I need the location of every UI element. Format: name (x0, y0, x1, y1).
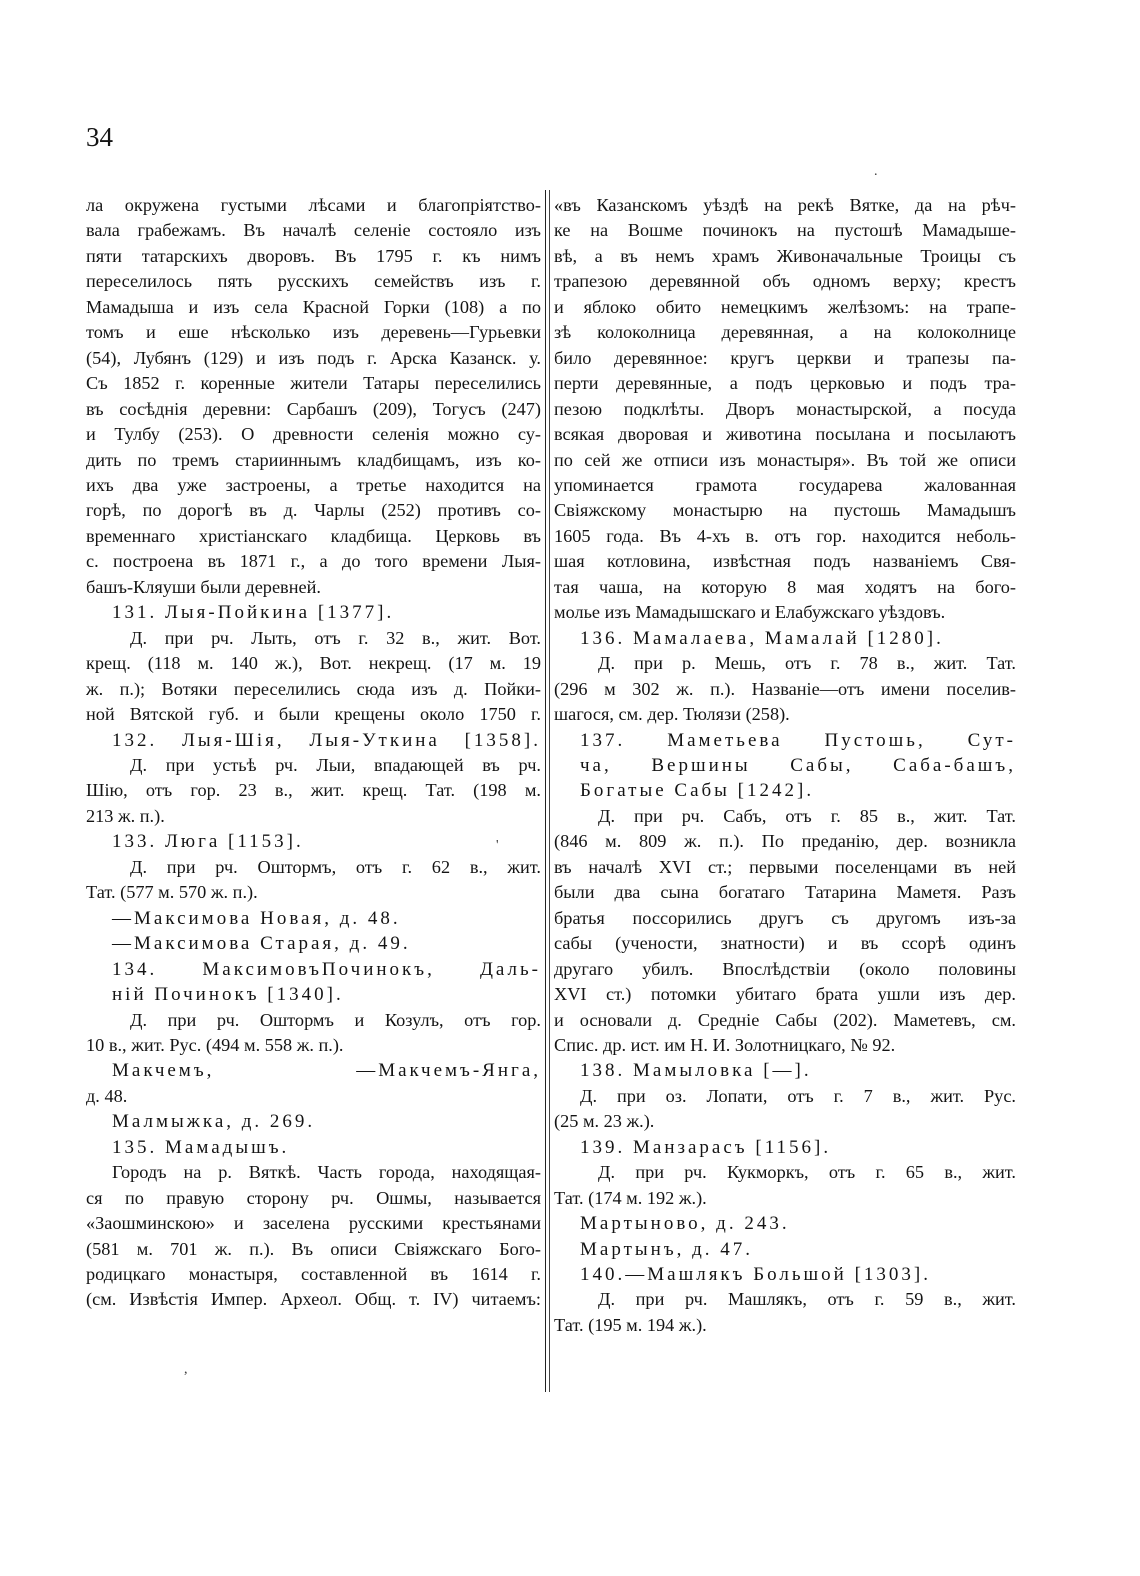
text-line: 10 в., жит. Рус. (494 м. 558 ж. п.). (86, 1034, 344, 1055)
text-line: всякая дворовая и животина посылана и посылаютъ (554, 424, 1016, 445)
text-line: въ началѣ XVI ст.; первыми поселенцами въ ней (554, 856, 1016, 877)
text-line: (54), Лубянъ (129) и изъ подъ г. Арска Казанск. у. (86, 347, 541, 368)
text-line: с. построена въ 1871 г., а до того времени Лыя- (86, 551, 541, 572)
text-line: Мамадыша и изъ села Красной Горки (108) а по (86, 296, 541, 317)
text-line: по сей же отписи изъ монастыря». Въ той же описи (554, 449, 1016, 470)
text-line: крещ. (118 м. 140 ж.), Вот. некрещ. (17 м. 19 (86, 653, 541, 674)
entry-heading: 138. Мамыловка [—]. (580, 1060, 812, 1082)
entry-heading: —Максимова Старая, д. 49. (112, 933, 411, 955)
entry-heading: Малмыжка, д. 269. (112, 1111, 316, 1133)
text-line: и яблоко обито немецкимъ желѣзомъ: на трапе- (554, 296, 1016, 317)
text-line: (296 м 302 ж. п.). Названіе—отъ имени поселив- (554, 678, 1016, 699)
text-line: переселилось пять русскихъ семействъ изъ г. (86, 271, 541, 292)
text-line: Д. при рч. Сабъ, отъ г. 85 в., жит. Тат. (598, 805, 1016, 826)
text-line: (см. Извѣстія Импер. Археол. Общ. т. IV) читаемъ: (86, 1289, 541, 1310)
text-line: сабы (учености, знатности) и въ ссорѣ одинъ (554, 933, 1016, 954)
text-line: 213 ж. п.). (86, 805, 165, 826)
entry-heading: Мартынъ, д. 47. (580, 1238, 754, 1260)
text-line: другаго убилъ. Впослѣдствіи (около половины (554, 958, 1016, 979)
entry-heading: 140.—Машлякъ Большой [1303]. (580, 1264, 931, 1286)
text-line: трапезою деревянной объ одномъ верху; крестъ (554, 271, 1016, 292)
text-line: д. 48. (86, 1085, 128, 1106)
text-line: башъ-Кляуши были деревней. (86, 576, 321, 597)
text-line: шая котловина, извѣстная подъ названіемъ Свя- (554, 551, 1016, 572)
text-line: ла окружена густыми лѣсами и благопріятство- (86, 195, 541, 215)
text-line: Тат. (577 м. 570 ж. п.). (86, 882, 258, 903)
page-number: 34 (86, 122, 113, 152)
text-line: Свіяжскому монастырю на пустошь Мамадышъ (554, 500, 1016, 521)
text-line: Тат. (195 м. 194 ж.). (554, 1314, 707, 1335)
text-line: «въ Казанскомъ уѣздѣ на рекѣ Вятке, да на рѣч- (554, 195, 1016, 215)
entry-heading: ча, Вершины Сабы, Саба-башъ, (580, 754, 1016, 776)
entry-heading: 134. МаксимовъПочинокъ, Даль- (112, 958, 541, 980)
text-line: XVI ст.) потомки убитаго брата ушли изъ дер. (554, 984, 1016, 1005)
text-line: въ сосѣднія деревни: Сарбашъ (209), Тогусъ (247) (86, 398, 541, 419)
text-line: ихъ два уже застроены, а третье находится на (86, 474, 541, 495)
text-line: пяти татарскихъ дворовъ. Въ 1795 г. къ нимъ (86, 245, 541, 266)
text-line: Д. при р. Мешь, отъ г. 78 в., жит. Тат. (598, 653, 1016, 674)
speck: . (874, 164, 878, 179)
text-line: и основали д. Средніе Сабы (202). Маметевъ, см. (554, 1009, 1016, 1030)
speck: , (184, 1362, 188, 1377)
text-line: «Заошминскою» и заселена русскими крестьянами (86, 1213, 541, 1234)
text-line: Шію, отъ гор. 23 в., жит. крещ. Тат. (198 м. (86, 780, 541, 801)
column-divider-inner (549, 190, 550, 1392)
text-line: Д. при рч. Машлякъ, отъ г. 59 в., жит. (598, 1289, 1016, 1310)
right-column (554, 193, 1016, 1338)
text-line: (25 м. 23 ж.). (554, 1111, 655, 1132)
left-column (86, 193, 541, 1313)
text-line: молье изъ Мамадышскаго и Елабужскаго уѣздовъ. (554, 602, 946, 623)
text-line: тая чаша, на которую 8 мая ходятъ на бого- (554, 576, 1016, 597)
entry-heading: ній Починокъ [1340]. (112, 984, 344, 1006)
text-line: зѣ колоколница деревянная, а на колоколнице (554, 322, 1016, 343)
text-line: временнаго христіанскаго кладбища. Церковь въ (86, 525, 541, 546)
text-line: (581 м. 701 ж. п.). Въ описи Свіяжскаго Бого- (86, 1238, 541, 1259)
text-line: горѣ, по дорогѣ въ д. Чарлы (252) противъ со- (86, 500, 541, 521)
text-line: пезою подклѣты. Дворъ монастырской, а посуда (554, 398, 1016, 419)
text-line: вала грабежамъ. Въ началѣ селеніе состояло изъ (86, 220, 541, 241)
text-line: Д. при оз. Лопати, отъ г. 7 в., жит. Рус. (580, 1085, 1016, 1106)
entry-heading: Макчемъ, —Макчемъ-Янга, (112, 1060, 541, 1082)
text-line: были два сына богатаго Татарина Маметя. Разъ (554, 882, 1016, 903)
entry-heading: 139. Манзарасъ [1156]. (580, 1136, 832, 1158)
text-line: 1605 года. Въ 4-хъ в. отъ гор. находится неболь- (554, 525, 1016, 546)
entry-heading: 137. Маметьева Пустошь, Сут- (580, 729, 1016, 751)
text-line: Тат. (174 м. 192 ж.). (554, 1187, 707, 1208)
text-line: родицкаго монастыря, составленной въ 1614 г. (86, 1264, 541, 1285)
entry-heading: 131. Лыя-Пойкина [1377]. (112, 602, 395, 624)
text-line: Городъ на р. Вяткѣ. Часть города, находящая- (112, 1162, 541, 1183)
entry-heading: 135. Мамадышъ. (112, 1136, 290, 1158)
text-line: томъ и еше нѣсколько изъ деревень—Гурьевки (86, 322, 541, 343)
text-line: ке на Вошме починокъ на пустошѣ Мамадыше- (554, 220, 1016, 241)
text-line: било деревянное: кругъ церкви и трапезы па- (554, 347, 1016, 368)
text-line: Д. при рч. Лыть, отъ г. 32 в., жит. Вот. (130, 627, 541, 648)
entry-heading: 136. Мамалаева, Мамалай [1280]. (580, 627, 944, 649)
text-line: ной Вятской губ. и были крещены около 1750 г. (86, 704, 541, 725)
text-line: и Тулбу (253). О древности селенія можно су- (86, 424, 541, 445)
text-line: Д. при рч. Кукморкъ, отъ г. 65 в., жит. (598, 1162, 1016, 1183)
text-line: шагося, см. дер. Тюлязи (258). (554, 704, 790, 725)
column-divider (545, 190, 546, 1392)
text-line: Д. при устьѣ рч. Лыи, впадающей въ рч. (130, 754, 541, 775)
text-line: братья поссорились другъ съ другомъ изъ-за (554, 907, 1016, 928)
text-line: Д. при рч. Оштормъ, отъ г. 62 в., жит. (130, 856, 541, 877)
text-line: Д. при рч. Оштормъ и Козулъ, отъ гор. (130, 1009, 541, 1030)
text-line: упоминается грамота государева жалованная (554, 474, 1016, 495)
text-line: дить по тремъ старииннымъ кладбищамъ, изъ ко- (86, 449, 541, 470)
text-line: вѣ, а въ немъ храмъ Живоначальные Троицы съ (554, 245, 1016, 266)
entry-heading: Богатые Сабы [1242]. (580, 780, 815, 802)
text-line: ж. п.); Вотяки переселились сюда изъ д. Пойки- (86, 678, 541, 699)
entry-heading: 132. Лыя-Шія, Лыя-Уткина [1358]. (112, 729, 541, 751)
entry-heading: —Максимова Новая, д. 48. (112, 907, 401, 929)
text-line: Съ 1852 г. коренные жители Татары переселились (86, 373, 541, 394)
text-line: Спис. др. ист. им Н. И. Золотницкаго, № 92. (554, 1034, 896, 1055)
text-line: (846 м. 809 ж. п.). По преданію, дер. возникла (554, 831, 1016, 852)
entry-heading: 133. Люга [1153]. (112, 831, 304, 853)
entry-heading: Мартыново, д. 243. (580, 1213, 790, 1235)
text-line: перти деревянные, а подъ церковью и подъ тра- (554, 373, 1016, 394)
text-line: ся по правую сторону рч. Ошмы, называется (86, 1187, 541, 1208)
speck: ' (496, 838, 499, 853)
